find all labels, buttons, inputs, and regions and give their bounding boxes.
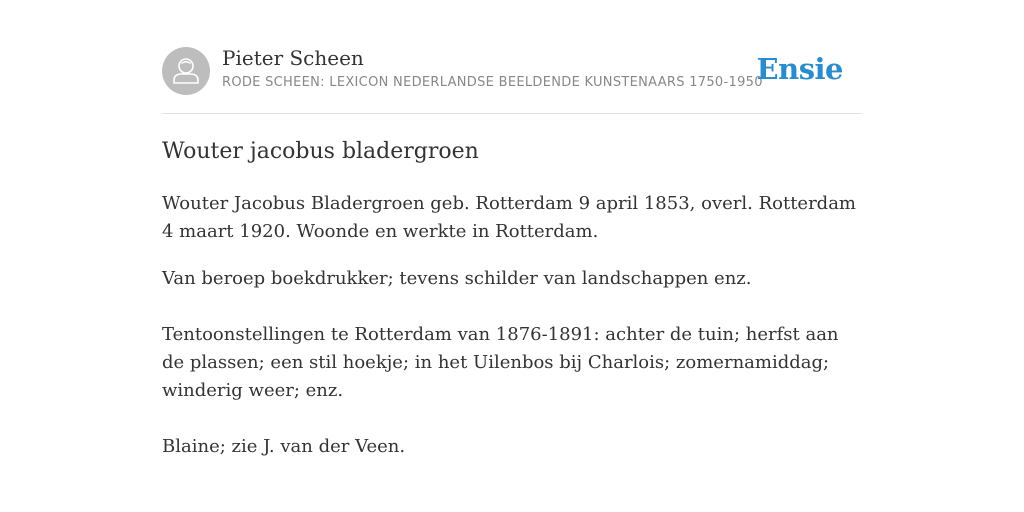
header-divider [162, 113, 862, 114]
paragraph-reference: Blaine; zie J. van der Veen. [162, 436, 406, 457]
article-card [162, 0, 862, 512]
ensie-logo[interactable]: Ensie [756, 52, 843, 86]
source-title[interactable]: RODE SCHEEN: LEXICON NEDERLANDSE BEELDENDE KUNSTENAARS 1750-1950 [222, 75, 763, 90]
paragraph-biography: Wouter Jacobus Bladergroen geb. Rotterdam 9 april 1853, overl. Rotterdam 4 maart 1920. Woonde en werkte in Rotterdam. [162, 193, 857, 242]
paragraph-profession: Van beroep boekdrukker; tevens schilder van landschappen enz. [162, 268, 752, 289]
author-name[interactable]: Pieter Scheen [222, 46, 364, 70]
paragraph-exhibitions: Tentoonstellingen te Rotterdam van 1876-1891: achter de tuin; herfst aan de plassen; een stil hoekje; in het Uilenbos bij Charlois; zomernamiddag; winderig weer; enz. [162, 324, 839, 401]
page-title: Wouter jacobus bladergroen [162, 139, 479, 164]
user-icon [162, 47, 210, 95]
author-header [162, 47, 862, 95]
avatar[interactable] [162, 47, 210, 95]
